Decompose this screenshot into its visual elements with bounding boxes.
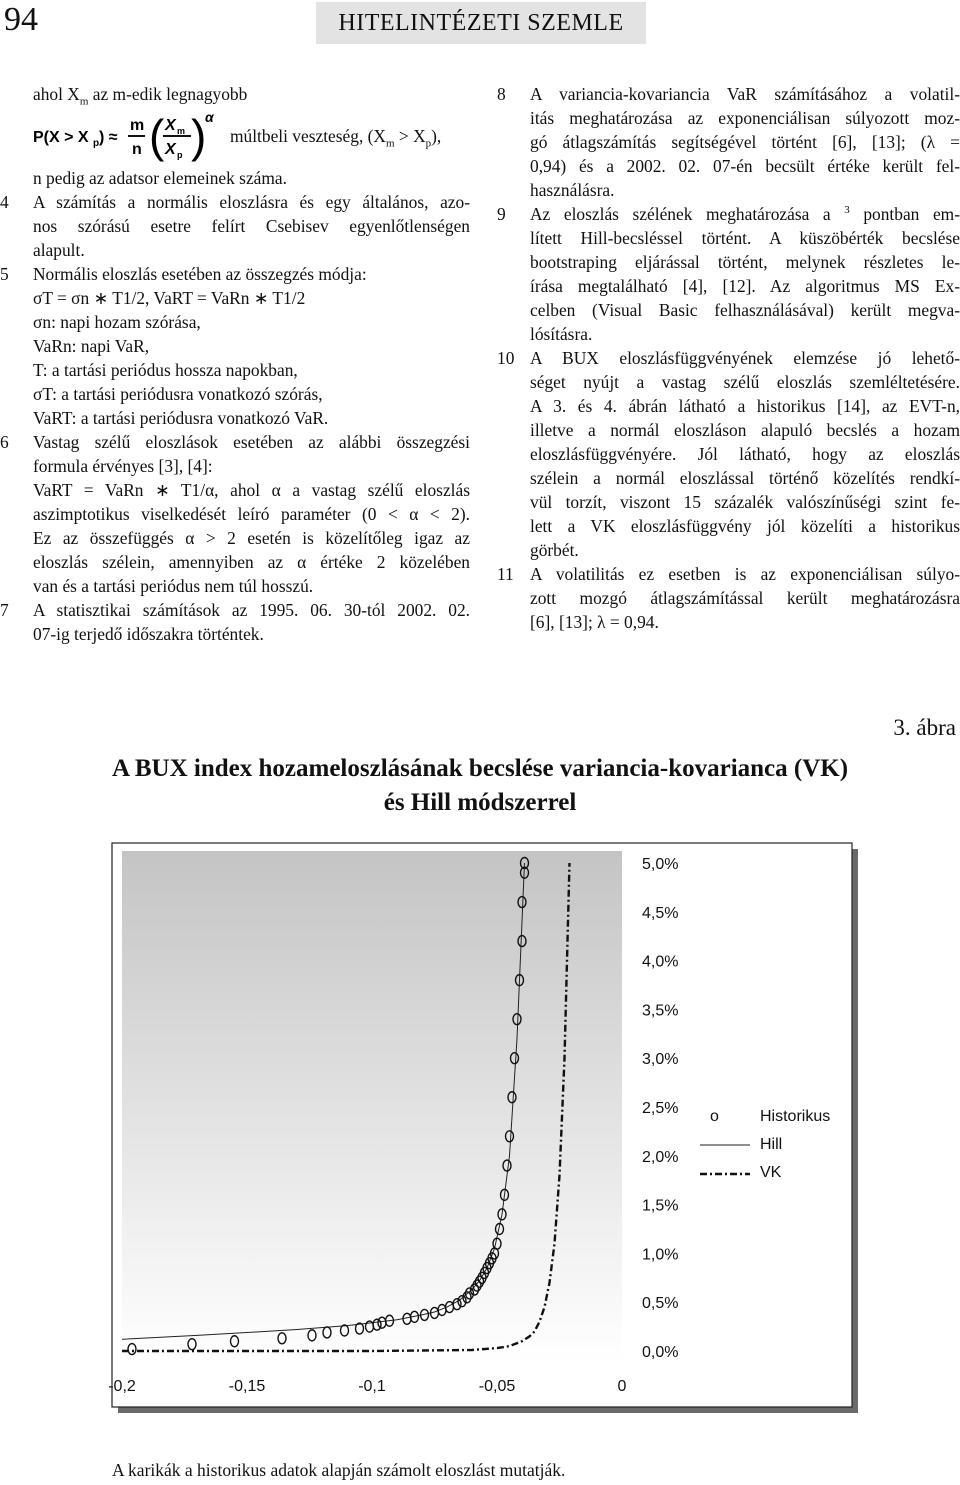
chart-container xyxy=(108,843,860,1418)
fn5-formula: σT = σn ∗ T1/2, VaRT = VaRn ∗ T1/2 xyxy=(33,288,306,308)
y-tick-label: 0,0% xyxy=(642,1344,679,1361)
y-tick-label: 5,0% xyxy=(642,856,679,873)
footnote-11: 11 A volatilitás ez esetben is az exponenciálisan súlyo- zott mozgó átlagszámítással került meghatározásra [6], [13]; λ = 0,94. xyxy=(497,564,960,632)
y-tick-label: 4,0% xyxy=(642,953,679,971)
y-tick-label: 3,0% xyxy=(642,1051,679,1069)
svg-text:n: n xyxy=(132,141,142,158)
svg-text:p: p xyxy=(177,150,183,160)
x-tick-label: 0 xyxy=(617,1378,627,1395)
legend-label-historikus: Historikus xyxy=(760,1108,831,1125)
footnote-4: 4 A számítás a normális eloszlásra és egy általános, azo- nos szórású esetre felírt Csebisev egyenlőtlenségen alapult. xyxy=(0,192,470,260)
footnote-5: 5 Normális eloszlás esetében az összegzés módja: σT = σn ∗ T1/2, VaRT = VaRn ∗ T1/2 σn: napi hozam szórása, VaRn: napi VaR, T: a tartási periódus hossza napokban, σT: a tartási periódusra vonatkozó szórás, VaRT: a tartási periódusra vonatkozó VaR. xyxy=(0,262,470,430)
figure-label: 3. ábra xyxy=(893,715,956,740)
y-tick-label: 2,0% xyxy=(642,1148,679,1166)
legend-marker-historikus: o xyxy=(710,1108,719,1125)
y-tick-label: 4,5% xyxy=(642,904,679,922)
legend-label-vk: VK xyxy=(760,1164,782,1181)
footnote-7: 7 A statisztikai számítások az 1995. 06. 30-tól 2002. 02. 07-ig terjedő időszakra történtek. xyxy=(0,600,470,644)
svg-text:α: α xyxy=(205,109,214,125)
formula-image xyxy=(33,108,218,164)
formula-caption: múltbeli veszteség, $(X_m > X_p)$, xyxy=(230,126,442,150)
x-tick-label: -0,2 xyxy=(108,1378,136,1395)
bux-distribution-chart xyxy=(108,843,860,1418)
x-tick-label: -0,05 xyxy=(478,1378,516,1395)
svg-text:(: ( xyxy=(149,110,165,162)
formula-row xyxy=(0,106,470,166)
figure-caption: A karikák a historikus adatok alapján számolt eloszlást mutatják. xyxy=(112,1460,566,1480)
after-formula: n pedig az adatsor elemeinek száma. xyxy=(33,168,287,188)
right-column xyxy=(497,82,960,634)
left-column xyxy=(0,82,470,646)
footnote-6: 6 Vastag szélű eloszlások esetében az alábbi összegzési formula érvényes [3], [4]: VaRT = VaRn ∗ T1/α, ahol α a vastag szélű eloszlás aszimptotikus viselkedését leíró paraméter (0 < α < 2). Ez az összefüggés α > 2 esetén is közelítőleg igaz az eloszlás szélein, amennyiben az α értéke 2 közelében van és a tartási periódus nem túl hosszú. xyxy=(0,432,470,596)
footnote-9: 9 Az eloszlás szélének meghatározása a $^3$ pontban em- lített Hill-becsléssel történt. A küszöbérték becslése bootstraping eljárással történt, melynek részletes le- írása megtalálható [4], [12]. Az algoritmus MS Ex- celben (Visual Basic felhasználásával) került megva- lósításra. xyxy=(497,204,960,344)
x-tick-label: -0,15 xyxy=(228,1378,266,1395)
page-number: 94 xyxy=(4,1,38,38)
y-tick-label: 1,5% xyxy=(642,1197,679,1215)
y-tick-label: 0,5% xyxy=(642,1295,679,1313)
y-tick-label: 2,5% xyxy=(642,1100,679,1117)
svg-text:p: p xyxy=(93,138,100,149)
svg-text:m: m xyxy=(177,126,186,136)
legend-label-hill: Hill xyxy=(760,1136,783,1153)
svg-text:X: X xyxy=(165,117,176,134)
svg-text:X: X xyxy=(165,141,176,158)
x-tick-label: -0,1 xyxy=(358,1378,386,1395)
svg-text:m: m xyxy=(130,117,145,134)
svg-text:) ≈: ) ≈ xyxy=(99,129,118,146)
footnote-8: 8 A variancia-kovariancia VaR számításához a volatil- itás meghatározása az exponenciálisan súlyozott moz- gó átlagszámítás segítségével történt [6], [13]; (λ = 0,94) és a 2002. 02. 07-én becsült értéke került fel- használásra. xyxy=(497,84,960,200)
footnote-10: 10 A BUX eloszlásfüggvényének elemzése jó lehető- séget nyújt a vastag szélű eloszlás szemléltetésére. A 3. és 4. ábrán látható a historikus [14], az EVT-n, illetve a normál eloszláson alapuló becslés a hozam eloszlásfüggvényére. Jól látható, hogy az eloszlás szélein a normál eloszlással történő közelítés rendkí- vül torzít, viszont 15 százalék valószínűségi szint fe- lett a VK eloszlásfüggvény jól közelíti a historikus görbét. xyxy=(497,348,960,560)
y-tick-label: 3,5% xyxy=(642,1002,679,1020)
journal-title: HITELINTÉZETI SZEMLE xyxy=(316,2,646,44)
svg-text:P(X > X: P(X > X xyxy=(33,129,89,146)
plot-area xyxy=(122,851,622,1361)
y-tick-label: 1,0% xyxy=(642,1246,679,1264)
intro-line: ahol $X_m$ az m-edik legnagyobb xyxy=(33,84,248,108)
svg-text:): ) xyxy=(191,110,207,162)
figure-title: A BUX index hozameloszlásának becslése variancia-kovarianca (VK) és Hill módszerrel xyxy=(111,755,849,816)
